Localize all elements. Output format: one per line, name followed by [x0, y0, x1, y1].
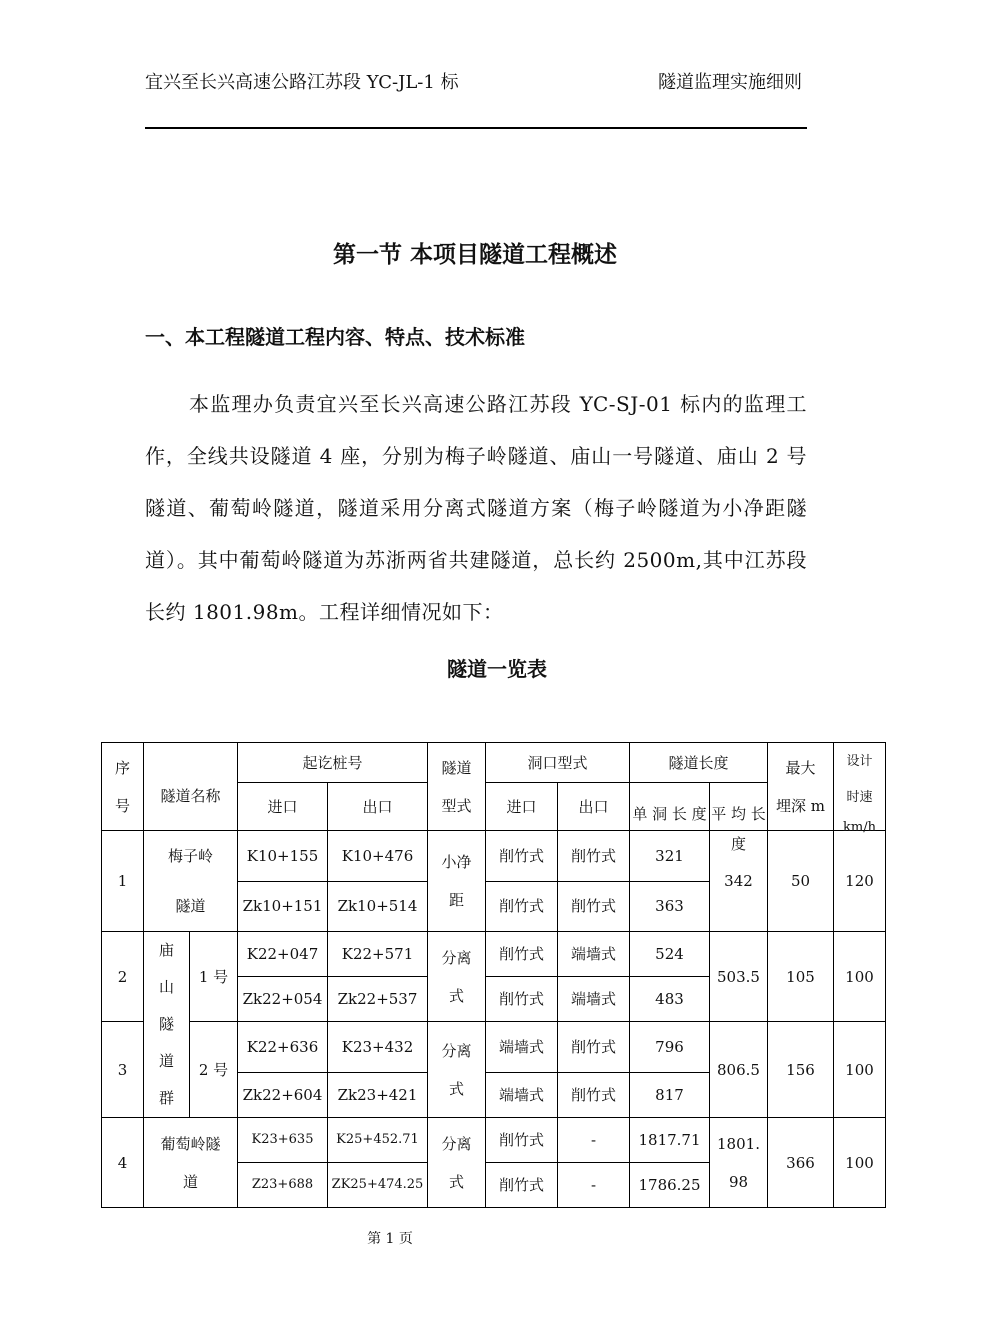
row-exit-station: Zk22+537: [328, 977, 428, 1022]
row-portal-entry: 削竹式: [486, 881, 558, 932]
row-exit-station: Zk23+421: [328, 1073, 428, 1118]
row-max-depth: 105: [768, 932, 834, 1022]
row-entry-station: Zk22+054: [238, 977, 328, 1022]
intro-paragraph: 本监理办负责宜兴至长兴高速公路江苏段 YC-SJ-01 标内的监理工作，全线共设隧道 4 座，分别为梅子岭隧道、庙山一号隧道、庙山 2 号隧道、葡萄岭隧道，隧道采用分离式隧道方案（梅子岭隧道为小净距隧道）。其中葡萄岭隧道为苏浙两省共建隧道，总长约 2500m,其中江苏段长约 1801.98m。工程详细情况如下：: [145, 392, 807, 624]
page-number: 第 1 页: [367, 1231, 413, 1247]
header-seq: 序 号: [102, 743, 144, 831]
header-design-speed: 设计 时速 km/h: [834, 743, 886, 831]
row-exit-station: K23+432: [328, 1022, 428, 1073]
row-average-length: 806.5: [710, 1022, 768, 1118]
header-rule: [145, 127, 807, 129]
row-exit-station: K10+476: [328, 831, 428, 882]
header-project-name: 宜兴至长兴高速公路江苏段 YC-JL-1 标: [145, 72, 459, 93]
row-portal-exit: 削竹式: [558, 1022, 630, 1073]
row-tunnel-type: 小净 距: [428, 831, 486, 932]
table-row: [102, 932, 886, 977]
header-tunnel-type: 隧道 型式: [428, 743, 486, 831]
header-tunnel-length: 隧道长度: [630, 743, 768, 783]
row-entry-station: K22+047: [238, 932, 328, 977]
row-average-length: 503.5: [710, 932, 768, 1022]
row-portal-exit: 削竹式: [558, 831, 630, 882]
row-seq: 4: [102, 1118, 144, 1208]
row-single-length: 321: [630, 831, 710, 882]
row-portal-exit: 削竹式: [558, 881, 630, 932]
header-single-length: 单 洞 长 度: [630, 783, 710, 831]
subsection-title: 一、本工程隧道工程内容、特点、技术标准: [145, 325, 525, 349]
header-tunnel-name: 隧道名称: [144, 743, 238, 831]
row-portal-entry: 削竹式: [486, 932, 558, 977]
row-single-length: 817: [630, 1073, 710, 1118]
header-station: 起讫桩号: [238, 743, 428, 783]
row-portal-entry: 端墙式: [486, 1073, 558, 1118]
row-tunnel-group: 庙 山 隧 道 群: [144, 932, 190, 1118]
row-portal-entry: 削竹式: [486, 1118, 558, 1163]
table-title: 隧道一览表: [447, 657, 547, 681]
row-design-speed: 120: [834, 831, 886, 932]
row-design-speed: 100: [834, 1022, 886, 1118]
header-station-exit: 出口: [328, 783, 428, 831]
table-row: [102, 831, 886, 882]
row-seq: 3: [102, 1022, 144, 1118]
row-portal-entry: 削竹式: [486, 1163, 558, 1208]
header-portal-entry: 进口: [486, 783, 558, 831]
row-entry-station: Z23+688: [238, 1163, 328, 1208]
row-single-length: 483: [630, 977, 710, 1022]
row-tunnel-type: 分离 式: [428, 932, 486, 1022]
tunnel-table: [101, 742, 886, 1208]
row-portal-entry: 削竹式: [486, 831, 558, 882]
row-portal-exit: -: [558, 1163, 630, 1208]
row-single-length: 363: [630, 881, 710, 932]
row-average-length: 1801. 98: [710, 1118, 768, 1208]
row-max-depth: 50: [768, 831, 834, 932]
row-portal-exit: 端墙式: [558, 932, 630, 977]
row-exit-station: ZK25+474.25: [328, 1163, 428, 1208]
header-station-entry: 进口: [238, 783, 328, 831]
header-average-length: 平 均 长度: [710, 783, 768, 831]
header-portal-type: 洞口型式: [486, 743, 630, 783]
table-row: [102, 1022, 886, 1073]
row-portal-exit: -: [558, 1118, 630, 1163]
header-document-name: 隧道监理实施细则: [658, 72, 802, 93]
row-portal-entry: 端墙式: [486, 1022, 558, 1073]
row-design-speed: 100: [834, 1118, 886, 1208]
header-portal-exit: 出口: [558, 783, 630, 831]
row-max-depth: 366: [768, 1118, 834, 1208]
header-max-depth: 最大 埋深 m: [768, 743, 834, 831]
row-seq: 2: [102, 932, 144, 1022]
row-tunnel-sub-name: 1 号: [190, 932, 238, 1022]
row-portal-entry: 削竹式: [486, 977, 558, 1022]
row-entry-station: K10+155: [238, 831, 328, 882]
row-exit-station: K22+571: [328, 932, 428, 977]
row-entry-station: K23+635: [238, 1118, 328, 1163]
row-portal-exit: 削竹式: [558, 1073, 630, 1118]
table-row: [102, 1118, 886, 1163]
row-max-depth: 156: [768, 1022, 834, 1118]
table-header-row: [102, 743, 886, 783]
row-tunnel-type: 分离 式: [428, 1118, 486, 1208]
row-tunnel-type: 分离 式: [428, 1022, 486, 1118]
row-tunnel-sub-name: 2 号: [190, 1022, 238, 1118]
row-seq: 1: [102, 831, 144, 932]
row-tunnel-name: 葡萄岭隧 道: [144, 1118, 238, 1208]
row-single-length: 796: [630, 1022, 710, 1073]
row-single-length: 1817.71: [630, 1118, 710, 1163]
row-entry-station: K22+636: [238, 1022, 328, 1073]
row-portal-exit: 端墙式: [558, 977, 630, 1022]
row-average-length: 342: [710, 831, 768, 932]
row-entry-station: Zk10+151: [238, 881, 328, 932]
row-entry-station: Zk22+604: [238, 1073, 328, 1118]
row-design-speed: 100: [834, 932, 886, 1022]
row-exit-station: Zk10+514: [328, 881, 428, 932]
row-single-length: 1786.25: [630, 1163, 710, 1208]
row-tunnel-name: 梅子岭 隧道: [144, 831, 238, 932]
row-single-length: 524: [630, 932, 710, 977]
section-title: 第一节 本项目隧道工程概述: [332, 242, 617, 268]
row-exit-station: K25+452.71: [328, 1118, 428, 1163]
